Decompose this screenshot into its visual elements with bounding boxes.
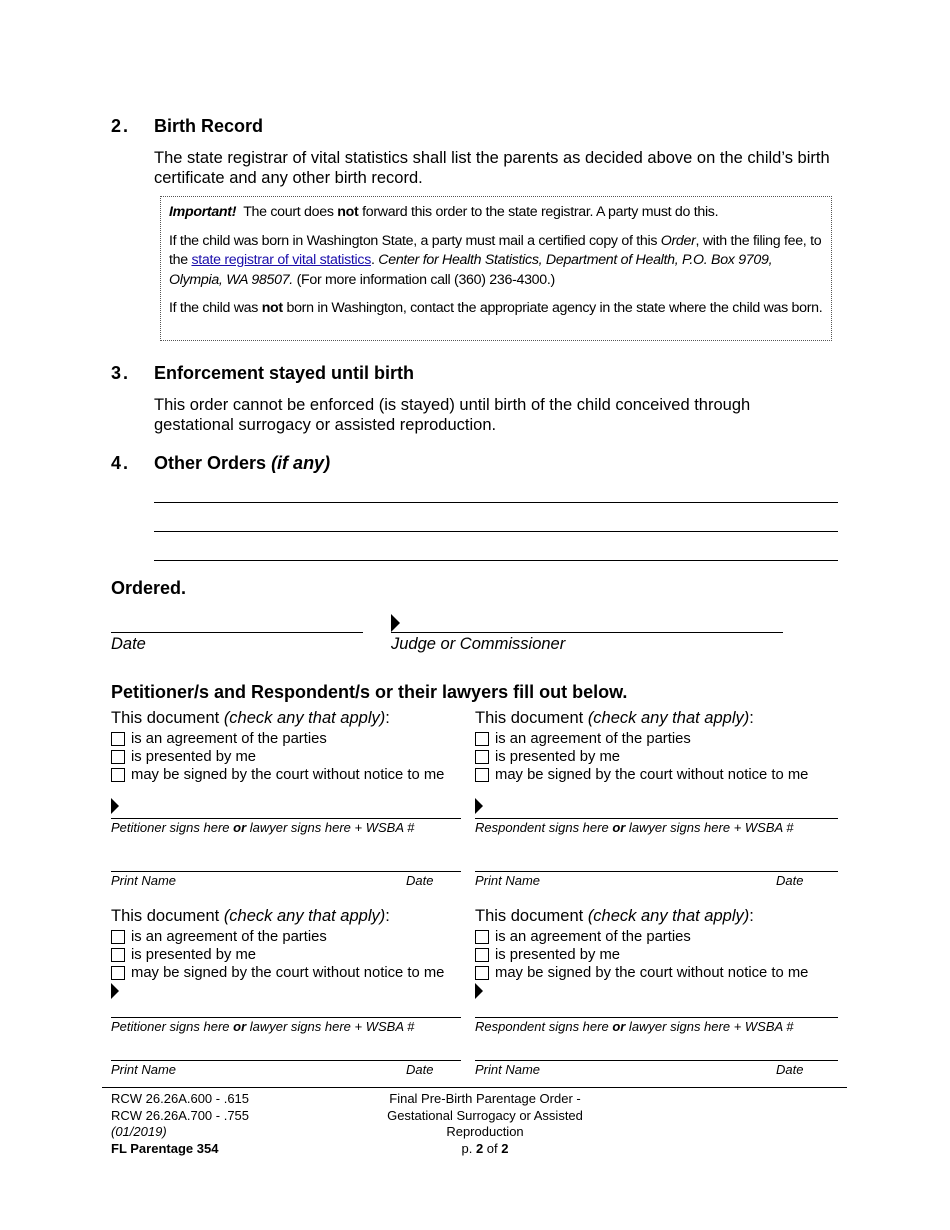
- checkbox[interactable]: [475, 768, 489, 782]
- petitioner-signature-line-3[interactable]: [111, 1017, 461, 1018]
- petitioner-option-1-3[interactable]: may be signed by the court without notice to me: [111, 766, 444, 784]
- important-notice-box: Important! The court does not forward this order to the state registrar. A party must do this. If the child was born in Washington State, a party must mail a certified copy of this Order, with the filing fee, to the state registrar of vital statistics. Center for Health Statistics, Department of Health, P.O. Box 9709, Olympia, WA 98507. (For more information call (360) 236-4300.) If the child was not born in Washington, contact the appropriate agency in the state where the child was born.: [160, 196, 832, 341]
- petitioner-option-3-2[interactable]: is presented by me: [111, 946, 256, 964]
- footer-form-id: FL Parentage 354: [111, 1140, 219, 1156]
- section-3-text: This order cannot be enforced (is stayed) until birth of the child conceived through gestational surrogacy or assisted reproduction.: [154, 396, 751, 434]
- sign-arrow-icon: [111, 798, 119, 814]
- respondent-print-name-line-2[interactable]: [475, 871, 838, 872]
- petitioner-print-name-label-1: Print Name: [111, 873, 177, 888]
- footer-divider: [102, 1087, 847, 1088]
- respondent-option-2-2[interactable]: is presented by me: [475, 748, 620, 766]
- section-2-text: The state registrar of vital statistics shall list the parents as decided above on the child’s birth certificate and any other birth record.: [154, 149, 830, 187]
- petitioner-option-1-1[interactable]: is an agreement of the parties: [111, 730, 327, 748]
- other-orders-line-1[interactable]: [154, 502, 838, 503]
- registrar-address: Center for Health Statistics, Department of Health, P.O. Box 9709, Olympia, WA 98507.: [169, 252, 773, 288]
- respondent-option-4-3[interactable]: may be signed by the court without notice to me: [475, 964, 808, 982]
- judge-label: Judge or Commissioner: [391, 635, 566, 653]
- petitioner-print-name-line-1[interactable]: [111, 871, 461, 872]
- section-2-title: Birth Record: [154, 116, 264, 136]
- petitioner-print-name-line-3[interactable]: [111, 1060, 461, 1061]
- footer-center: [370, 1091, 600, 1157]
- petitioner-date-label-3: Date: [406, 1062, 434, 1077]
- respondent-option-4-2[interactable]: is presented by me: [475, 946, 620, 964]
- respondent-print-name-label-4: Print Name: [475, 1062, 541, 1077]
- petitioner-date-label-1: Date: [406, 873, 434, 888]
- checkbox[interactable]: [475, 966, 489, 980]
- checkbox[interactable]: [111, 732, 125, 746]
- petitioner-sign-label-1: Petitioner signs here or lawyer signs here + WSBA #: [111, 820, 415, 835]
- respondent-print-name-line-4[interactable]: [475, 1060, 838, 1061]
- footer-left: [111, 1091, 249, 1157]
- respondent-sign-label-4: Respondent signs here or lawyer signs here + WSBA #: [475, 1019, 794, 1034]
- respondent-doc-label-2: This document (check any that apply):: [475, 709, 754, 727]
- sign-arrow-icon: [475, 798, 483, 814]
- respondent-print-name-label-2: Print Name: [475, 873, 541, 888]
- checkbox[interactable]: [475, 750, 489, 764]
- checkbox[interactable]: [111, 930, 125, 944]
- checkbox[interactable]: [475, 732, 489, 746]
- ordered-label: Ordered.: [111, 578, 187, 598]
- section-3-title: Enforcement stayed until birth: [154, 363, 415, 383]
- other-orders-line-3[interactable]: [154, 560, 838, 561]
- respondent-sign-label-2: Respondent signs here or lawyer signs here + WSBA #: [475, 820, 794, 835]
- petitioner-option-3-3[interactable]: may be signed by the court without notice to me: [111, 964, 444, 982]
- checkbox[interactable]: [111, 768, 125, 782]
- order-date-label: Date: [111, 635, 146, 653]
- petitioner-print-name-label-3: Print Name: [111, 1062, 177, 1077]
- section-4-number: 4.: [111, 453, 131, 473]
- sign-arrow-icon: [111, 983, 119, 999]
- petitioner-option-1-2[interactable]: is presented by me: [111, 748, 256, 766]
- footer-title-3: Reproduction: [446, 1124, 524, 1139]
- footer-revision: (01/2019): [111, 1124, 167, 1139]
- footer-rcw-1: RCW 26.26A.600 - .615: [111, 1091, 250, 1106]
- sign-arrow-icon: [391, 614, 400, 632]
- checkbox[interactable]: [475, 948, 489, 962]
- other-orders-line-2[interactable]: [154, 531, 838, 532]
- petitioner-signature-line-1[interactable]: [111, 818, 461, 819]
- petitioner-sign-label-3: Petitioner signs here or lawyer signs here + WSBA #: [111, 1019, 415, 1034]
- respondent-option-2-1[interactable]: is an agreement of the parties: [475, 730, 691, 748]
- footer-title-2: Gestational Surrogacy or Assisted: [387, 1107, 583, 1123]
- petitioner-doc-label-3: This document (check any that apply):: [111, 907, 390, 925]
- judge-signature-line[interactable]: [391, 632, 783, 633]
- footer-title-1: Final Pre-Birth Parentage Order -: [389, 1091, 581, 1106]
- respondent-date-label-2: Date: [776, 873, 804, 888]
- parties-heading: Petitioner/s and Respondent/s or their lawyers fill out below.: [111, 682, 628, 702]
- petitioner-option-3-1[interactable]: is an agreement of the parties: [111, 928, 327, 946]
- section-2-number: 2.: [111, 116, 131, 136]
- checkbox[interactable]: [111, 750, 125, 764]
- checkbox[interactable]: [475, 930, 489, 944]
- sign-arrow-icon: [475, 983, 483, 999]
- respondent-option-2-3[interactable]: may be signed by the court without notice to me: [475, 766, 808, 784]
- respondent-doc-label-4: This document (check any that apply):: [475, 907, 754, 925]
- respondent-date-label-4: Date: [776, 1062, 804, 1077]
- petitioner-doc-label-1: This document (check any that apply):: [111, 709, 390, 727]
- footer-rcw-2: RCW 26.26A.700 - .755: [111, 1107, 250, 1123]
- important-label: Important!: [169, 204, 237, 220]
- respondent-signature-line-2[interactable]: [475, 818, 838, 819]
- section-3-number: 3.: [111, 363, 131, 383]
- checkbox[interactable]: [111, 966, 125, 980]
- checkbox[interactable]: [111, 948, 125, 962]
- state-registrar-link[interactable]: state registrar of vital statistics: [191, 252, 371, 268]
- footer-page-number: p. 2 of 2: [461, 1140, 509, 1156]
- respondent-signature-line-4[interactable]: [475, 1017, 838, 1018]
- section-4-title: Other Orders (if any): [154, 453, 331, 473]
- respondent-option-4-1[interactable]: is an agreement of the parties: [475, 928, 691, 946]
- order-date-line[interactable]: [111, 632, 363, 633]
